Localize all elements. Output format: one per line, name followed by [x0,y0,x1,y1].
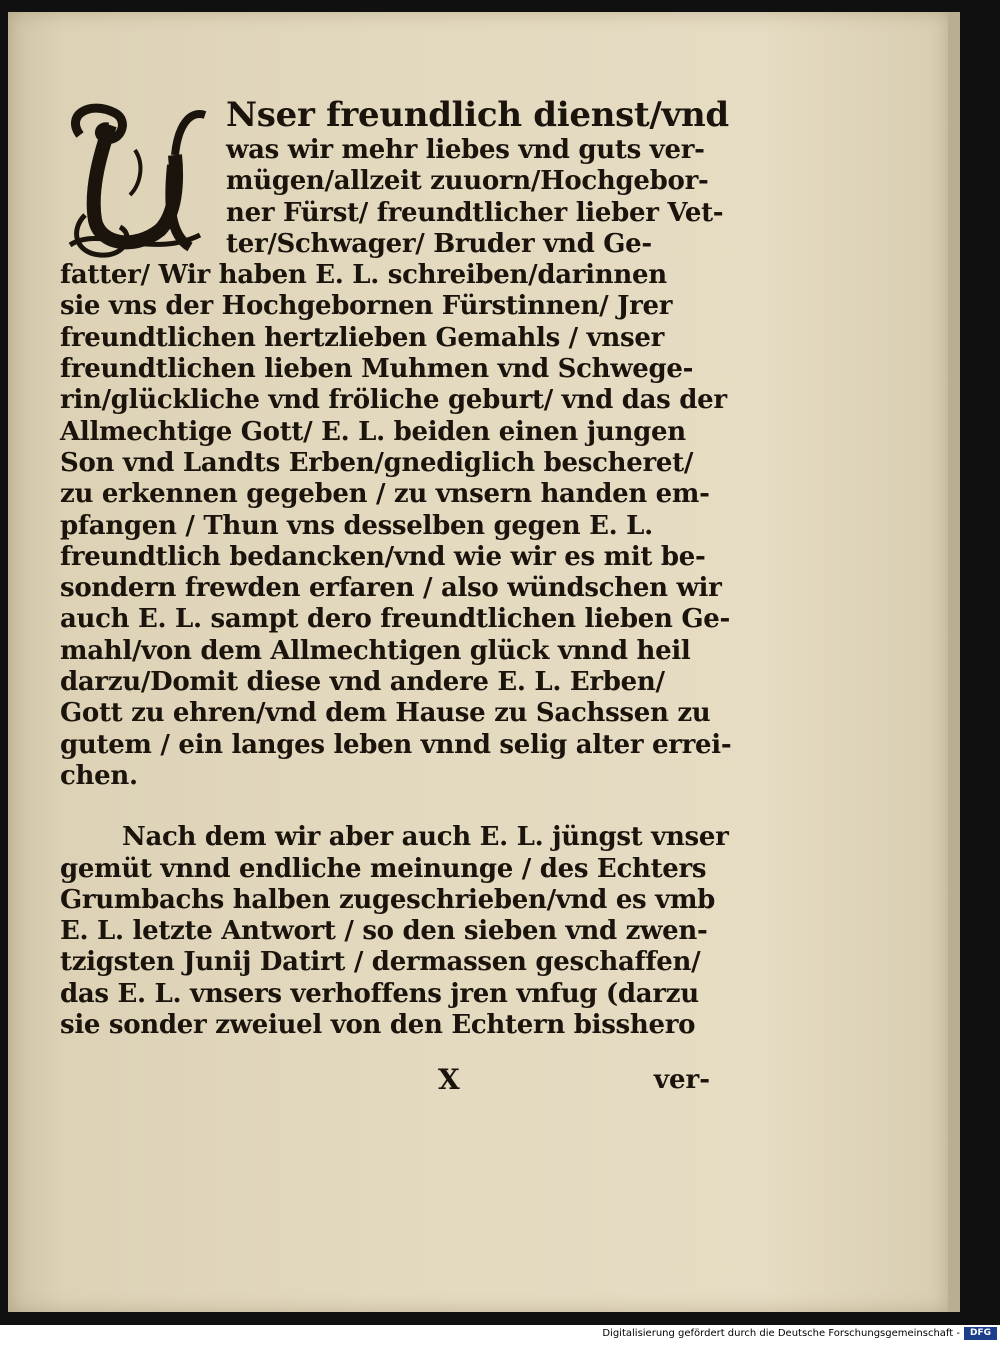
initial-wrap-lines [226,95,729,260]
text-line: darzu/Domit diese vnd andere E. L. Erben/ [60,667,665,698]
text-line: sie vns der Hochgebornen Fürstinnen/ Jrer [60,291,673,322]
text-line: Grumbachs halben zugeschrieben/vnd es vmb [60,884,716,915]
text-line: Allmechtige Gott/ E. L. beiden einen jungen [60,416,686,447]
text-line: freundtlichen lieben Muhmen vnd Schwege- [60,354,694,385]
page-edge [948,12,960,1312]
text-line: Nser freundlich dienst/vnd [226,95,729,135]
text-line: gutem / ein langes leben vnnd selig alter errei- [60,729,732,760]
text-line: Nach dem wir aber auch E. L. jüngst vnser [122,822,729,853]
decorated-initial-u-icon [60,95,208,260]
text-line: Gott zu ehren/vnd dem Hause zu Sachssen zu [60,698,711,729]
text-line: ner Fürst/ freundtlicher lieber Vet- [226,197,724,228]
paragraph-2 [60,822,729,1041]
text-line: freundtlichen hertzlieben Gemahls / vnser [60,322,665,353]
text-line: mügen/allzeit zuuorn/Hochgebor- [226,166,709,197]
funding-credit: Digitalisierung gefördert durch die Deutsche Forschungsgemeinschaft - [602,1328,960,1339]
text-line: rin/glückliche vnd fröliche geburt/ vnd das der [60,385,727,416]
text-line: E. L. letzte Antwort / so den sieben vnd zwen- [60,916,708,947]
signature-mark: X [438,1063,460,1096]
text-line: was wir mehr liebes vnd guts ver- [226,135,705,165]
text-line: fatter/ Wir haben E. L. schreiben/darinnen [60,260,667,291]
footer-bar [0,1325,1000,1345]
text-line: pfangen / Thun vns desselben gegen E. L. [60,510,653,541]
text-line: sie sonder zweiuel von den Echtern bisshero [60,1010,696,1041]
page-footer-marks [60,1063,720,1099]
text-line: ter/Schwager/ Bruder vnd Ge- [226,228,652,259]
text-line: freundtlich bedancken/vnd wie wir es mit be- [60,541,706,572]
text-line: auch E. L. sampt dero freundtlichen lieben Ge- [60,604,731,635]
text-line: Son vnd Landts Erben/gnediglich bescheret/ [60,447,694,478]
text-line: gemüt vnnd endliche meinunge / des Echters [60,853,707,884]
text-block [60,95,732,1041]
dfg-logo: DFG [964,1327,997,1340]
text-line: mahl/von dem Allmechtigen glück vnnd heil [60,635,691,666]
text-line: das E. L. vnsers verhoffens jren vnfug (darzu [60,978,699,1009]
text-line: tzigsten Junij Datirt / dermassen geschaffen/ [60,947,701,978]
text-line: chen. [60,760,138,791]
text-line: zu erkennen gegeben / zu vnsern handen em- [60,479,710,510]
text-line: sondern frewden erfaren / also wündschen wir [60,573,722,604]
catchword: ver- [653,1065,710,1095]
paragraph-1 [60,260,732,792]
